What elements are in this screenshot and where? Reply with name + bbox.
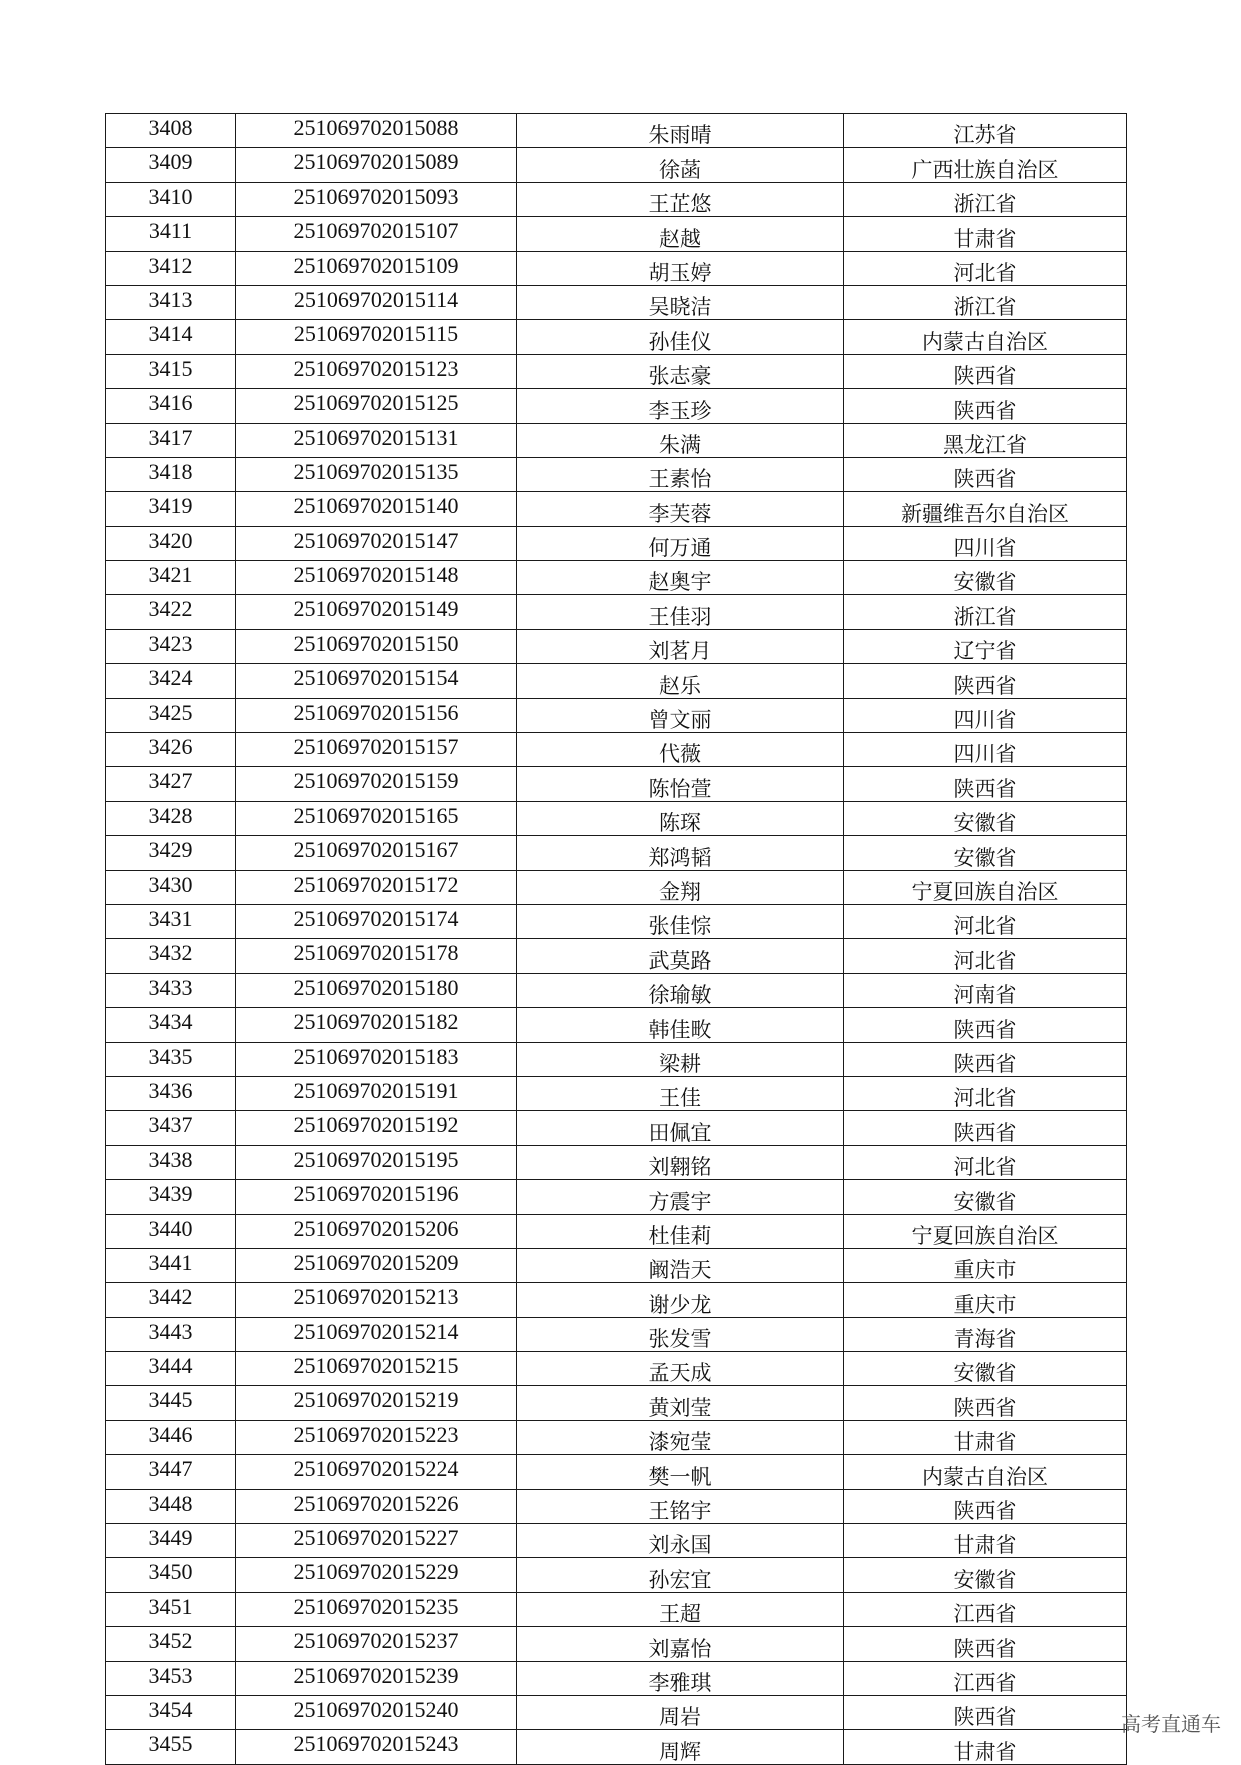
student-name-cell: 代薇 bbox=[517, 733, 844, 767]
province-cell: 江西省 bbox=[844, 1592, 1127, 1626]
province-cell: 青海省 bbox=[844, 1317, 1127, 1351]
table-row bbox=[106, 285, 1127, 319]
row-number-cell: 3449 bbox=[106, 1524, 236, 1558]
province-cell: 安徽省 bbox=[844, 801, 1127, 835]
row-number-cell: 3445 bbox=[106, 1386, 236, 1420]
candidate-id-cell: 251069702015140 bbox=[236, 492, 517, 526]
student-name-cell: 吴晓洁 bbox=[517, 285, 844, 319]
student-name-cell: 赵奥宇 bbox=[517, 561, 844, 595]
table-row bbox=[106, 561, 1127, 595]
candidate-id-cell: 251069702015093 bbox=[236, 182, 517, 216]
row-number-cell: 3423 bbox=[106, 629, 236, 663]
student-name-cell: 李玉珍 bbox=[517, 389, 844, 423]
row-number-cell: 3413 bbox=[106, 285, 236, 319]
table-row bbox=[106, 1420, 1127, 1454]
row-number-cell: 3442 bbox=[106, 1283, 236, 1317]
table-row bbox=[106, 182, 1127, 216]
candidate-id-cell: 251069702015206 bbox=[236, 1214, 517, 1248]
student-name-cell: 张发雪 bbox=[517, 1317, 844, 1351]
candidate-id-cell: 251069702015125 bbox=[236, 389, 517, 423]
row-number-cell: 3420 bbox=[106, 526, 236, 560]
row-number-cell: 3417 bbox=[106, 423, 236, 457]
row-number-cell: 3446 bbox=[106, 1420, 236, 1454]
province-cell: 辽宁省 bbox=[844, 629, 1127, 663]
province-cell: 江西省 bbox=[844, 1661, 1127, 1695]
row-number-cell: 3414 bbox=[106, 320, 236, 354]
candidate-id-cell: 251069702015114 bbox=[236, 285, 517, 319]
province-cell: 河北省 bbox=[844, 251, 1127, 285]
row-number-cell: 3411 bbox=[106, 217, 236, 251]
province-cell: 宁夏回族自治区 bbox=[844, 1214, 1127, 1248]
candidate-id-cell: 251069702015165 bbox=[236, 801, 517, 835]
student-name-cell: 徐菡 bbox=[517, 148, 844, 182]
student-name-cell: 黄刘莹 bbox=[517, 1386, 844, 1420]
student-name-cell: 金翔 bbox=[517, 870, 844, 904]
table-row bbox=[106, 1076, 1127, 1110]
student-name-cell: 朱雨晴 bbox=[517, 114, 844, 148]
table-row bbox=[106, 320, 1127, 354]
student-name-cell: 孙佳仪 bbox=[517, 320, 844, 354]
table-row bbox=[106, 1524, 1127, 1558]
table-row bbox=[106, 904, 1127, 938]
row-number-cell: 3430 bbox=[106, 870, 236, 904]
table-row bbox=[106, 801, 1127, 835]
province-cell: 陕西省 bbox=[844, 1489, 1127, 1523]
province-cell: 陕西省 bbox=[844, 664, 1127, 698]
student-name-cell: 周岩 bbox=[517, 1695, 844, 1729]
student-name-cell: 李雅琪 bbox=[517, 1661, 844, 1695]
table-row bbox=[106, 1008, 1127, 1042]
table-row bbox=[106, 1558, 1127, 1592]
row-number-cell: 3422 bbox=[106, 595, 236, 629]
province-cell: 河北省 bbox=[844, 904, 1127, 938]
row-number-cell: 3454 bbox=[106, 1695, 236, 1729]
candidate-id-cell: 251069702015240 bbox=[236, 1695, 517, 1729]
province-cell: 陕西省 bbox=[844, 1695, 1127, 1729]
row-number-cell: 3409 bbox=[106, 148, 236, 182]
province-cell: 浙江省 bbox=[844, 285, 1127, 319]
table-row bbox=[106, 1283, 1127, 1317]
table-row bbox=[106, 836, 1127, 870]
table-row bbox=[106, 1317, 1127, 1351]
table-row bbox=[106, 733, 1127, 767]
candidate-id-cell: 251069702015135 bbox=[236, 457, 517, 491]
row-number-cell: 3444 bbox=[106, 1352, 236, 1386]
student-name-cell: 武莫路 bbox=[517, 939, 844, 973]
candidate-id-cell: 251069702015156 bbox=[236, 698, 517, 732]
row-number-cell: 3415 bbox=[106, 354, 236, 388]
row-number-cell: 3427 bbox=[106, 767, 236, 801]
province-cell: 内蒙古自治区 bbox=[844, 1455, 1127, 1489]
student-name-cell: 方震宇 bbox=[517, 1180, 844, 1214]
candidate-id-cell: 251069702015183 bbox=[236, 1042, 517, 1076]
table-row bbox=[106, 389, 1127, 423]
table-row bbox=[106, 354, 1127, 388]
candidate-id-cell: 251069702015191 bbox=[236, 1076, 517, 1110]
province-cell: 陕西省 bbox=[844, 354, 1127, 388]
student-name-cell: 徐瑜敏 bbox=[517, 973, 844, 1007]
province-cell: 宁夏回族自治区 bbox=[844, 870, 1127, 904]
table-row bbox=[106, 1214, 1127, 1248]
province-cell: 浙江省 bbox=[844, 595, 1127, 629]
candidate-id-cell: 251069702015229 bbox=[236, 1558, 517, 1592]
candidate-id-cell: 251069702015131 bbox=[236, 423, 517, 457]
province-cell: 陕西省 bbox=[844, 389, 1127, 423]
student-name-cell: 阚浩天 bbox=[517, 1248, 844, 1282]
student-name-cell: 朱满 bbox=[517, 423, 844, 457]
candidate-id-cell: 251069702015109 bbox=[236, 251, 517, 285]
student-name-cell: 陈怡萱 bbox=[517, 767, 844, 801]
candidate-id-cell: 251069702015172 bbox=[236, 870, 517, 904]
table-row bbox=[106, 1111, 1127, 1145]
province-cell: 浙江省 bbox=[844, 182, 1127, 216]
table-row bbox=[106, 217, 1127, 251]
province-cell: 四川省 bbox=[844, 526, 1127, 560]
province-cell: 陕西省 bbox=[844, 1008, 1127, 1042]
student-name-cell: 梁耕 bbox=[517, 1042, 844, 1076]
candidate-id-cell: 251069702015147 bbox=[236, 526, 517, 560]
row-number-cell: 3425 bbox=[106, 698, 236, 732]
row-number-cell: 3419 bbox=[106, 492, 236, 526]
table-row bbox=[106, 526, 1127, 560]
province-cell: 河南省 bbox=[844, 973, 1127, 1007]
row-number-cell: 3436 bbox=[106, 1076, 236, 1110]
province-cell: 安徽省 bbox=[844, 836, 1127, 870]
candidate-id-cell: 251069702015182 bbox=[236, 1008, 517, 1042]
student-name-cell: 王芷悠 bbox=[517, 182, 844, 216]
table-row bbox=[106, 1352, 1127, 1386]
table-row bbox=[106, 1180, 1127, 1214]
row-number-cell: 3450 bbox=[106, 1558, 236, 1592]
row-number-cell: 3443 bbox=[106, 1317, 236, 1351]
student-name-cell: 陈琛 bbox=[517, 801, 844, 835]
row-number-cell: 3435 bbox=[106, 1042, 236, 1076]
row-number-cell: 3434 bbox=[106, 1008, 236, 1042]
province-cell: 甘肃省 bbox=[844, 1730, 1127, 1764]
province-cell: 陕西省 bbox=[844, 1042, 1127, 1076]
student-name-cell: 郑鸿韬 bbox=[517, 836, 844, 870]
student-name-cell: 刘嘉怡 bbox=[517, 1627, 844, 1661]
candidate-id-cell: 251069702015192 bbox=[236, 1111, 517, 1145]
province-cell: 河北省 bbox=[844, 939, 1127, 973]
student-name-cell: 王素怡 bbox=[517, 457, 844, 491]
province-cell: 陕西省 bbox=[844, 457, 1127, 491]
province-cell: 安徽省 bbox=[844, 561, 1127, 595]
province-cell: 广西壮族自治区 bbox=[844, 148, 1127, 182]
row-number-cell: 3429 bbox=[106, 836, 236, 870]
row-number-cell: 3431 bbox=[106, 904, 236, 938]
province-cell: 四川省 bbox=[844, 698, 1127, 732]
student-name-cell: 王铭宇 bbox=[517, 1489, 844, 1523]
table-row bbox=[106, 1489, 1127, 1523]
province-cell: 甘肃省 bbox=[844, 1420, 1127, 1454]
watermark-text: 高考直通车 bbox=[1121, 1712, 1221, 1736]
row-number-cell: 3432 bbox=[106, 939, 236, 973]
student-name-cell: 谢少龙 bbox=[517, 1283, 844, 1317]
province-cell: 安徽省 bbox=[844, 1558, 1127, 1592]
province-cell: 内蒙古自治区 bbox=[844, 320, 1127, 354]
student-name-cell: 田佩宜 bbox=[517, 1111, 844, 1145]
table-row bbox=[106, 664, 1127, 698]
student-name-cell: 周辉 bbox=[517, 1730, 844, 1764]
row-number-cell: 3418 bbox=[106, 457, 236, 491]
candidate-id-cell: 251069702015195 bbox=[236, 1145, 517, 1179]
row-number-cell: 3453 bbox=[106, 1661, 236, 1695]
student-name-cell: 王佳羽 bbox=[517, 595, 844, 629]
province-cell: 陕西省 bbox=[844, 1627, 1127, 1661]
student-name-cell: 刘永国 bbox=[517, 1524, 844, 1558]
table-row bbox=[106, 423, 1127, 457]
candidate-id-cell: 251069702015227 bbox=[236, 1524, 517, 1558]
student-name-cell: 樊一帆 bbox=[517, 1455, 844, 1489]
table-row bbox=[106, 973, 1127, 1007]
student-name-cell: 张佳悰 bbox=[517, 904, 844, 938]
row-number-cell: 3428 bbox=[106, 801, 236, 835]
student-name-cell: 赵乐 bbox=[517, 664, 844, 698]
province-cell: 重庆市 bbox=[844, 1248, 1127, 1282]
candidate-id-cell: 251069702015149 bbox=[236, 595, 517, 629]
candidate-id-cell: 251069702015157 bbox=[236, 733, 517, 767]
table-row bbox=[106, 1455, 1127, 1489]
row-number-cell: 3440 bbox=[106, 1214, 236, 1248]
row-number-cell: 3439 bbox=[106, 1180, 236, 1214]
row-number-cell: 3441 bbox=[106, 1248, 236, 1282]
student-name-cell: 孟天成 bbox=[517, 1352, 844, 1386]
student-name-cell: 胡玉婷 bbox=[517, 251, 844, 285]
province-cell: 安徽省 bbox=[844, 1352, 1127, 1386]
province-cell: 甘肃省 bbox=[844, 217, 1127, 251]
candidate-id-cell: 251069702015196 bbox=[236, 1180, 517, 1214]
province-cell: 陕西省 bbox=[844, 1111, 1127, 1145]
candidate-id-cell: 251069702015089 bbox=[236, 148, 517, 182]
student-name-cell: 李芙蓉 bbox=[517, 492, 844, 526]
table-row bbox=[106, 1730, 1127, 1764]
row-number-cell: 3421 bbox=[106, 561, 236, 595]
candidate-id-cell: 251069702015219 bbox=[236, 1386, 517, 1420]
candidate-id-cell: 251069702015223 bbox=[236, 1420, 517, 1454]
student-name-cell: 赵越 bbox=[517, 217, 844, 251]
table-row bbox=[106, 1695, 1127, 1729]
table-row bbox=[106, 492, 1127, 526]
student-name-cell: 杜佳莉 bbox=[517, 1214, 844, 1248]
province-cell: 重庆市 bbox=[844, 1283, 1127, 1317]
row-number-cell: 3447 bbox=[106, 1455, 236, 1489]
table-row bbox=[106, 870, 1127, 904]
table-row bbox=[106, 1248, 1127, 1282]
table-row bbox=[106, 1592, 1127, 1626]
row-number-cell: 3426 bbox=[106, 733, 236, 767]
row-number-cell: 3408 bbox=[106, 114, 236, 148]
candidate-id-cell: 251069702015123 bbox=[236, 354, 517, 388]
student-name-cell: 王佳 bbox=[517, 1076, 844, 1110]
candidate-id-cell: 251069702015107 bbox=[236, 217, 517, 251]
table-row bbox=[106, 1627, 1127, 1661]
student-name-cell: 曾文丽 bbox=[517, 698, 844, 732]
candidate-id-cell: 251069702015237 bbox=[236, 1627, 517, 1661]
candidate-id-cell: 251069702015226 bbox=[236, 1489, 517, 1523]
province-cell: 陕西省 bbox=[844, 1386, 1127, 1420]
table-row bbox=[106, 457, 1127, 491]
table-row bbox=[106, 251, 1127, 285]
candidate-id-cell: 251069702015115 bbox=[236, 320, 517, 354]
province-cell: 河北省 bbox=[844, 1076, 1127, 1110]
table-row bbox=[106, 595, 1127, 629]
province-cell: 黑龙江省 bbox=[844, 423, 1127, 457]
province-cell: 陕西省 bbox=[844, 767, 1127, 801]
table-row bbox=[106, 939, 1127, 973]
table-row bbox=[106, 767, 1127, 801]
student-name-cell: 刘翱铭 bbox=[517, 1145, 844, 1179]
province-cell: 甘肃省 bbox=[844, 1524, 1127, 1558]
roster-table-body bbox=[106, 114, 1127, 1765]
candidate-id-cell: 251069702015178 bbox=[236, 939, 517, 973]
candidate-id-cell: 251069702015209 bbox=[236, 1248, 517, 1282]
row-number-cell: 3416 bbox=[106, 389, 236, 423]
table-row bbox=[106, 629, 1127, 663]
candidate-id-cell: 251069702015224 bbox=[236, 1455, 517, 1489]
candidate-id-cell: 251069702015239 bbox=[236, 1661, 517, 1695]
candidate-id-cell: 251069702015213 bbox=[236, 1283, 517, 1317]
row-number-cell: 3433 bbox=[106, 973, 236, 1007]
province-cell: 河北省 bbox=[844, 1145, 1127, 1179]
candidate-id-cell: 251069702015235 bbox=[236, 1592, 517, 1626]
student-name-cell: 刘茗月 bbox=[517, 629, 844, 663]
province-cell: 新疆维吾尔自治区 bbox=[844, 492, 1127, 526]
table-row bbox=[106, 1145, 1127, 1179]
table-row bbox=[106, 1386, 1127, 1420]
student-name-cell: 王超 bbox=[517, 1592, 844, 1626]
student-name-cell: 孙宏宜 bbox=[517, 1558, 844, 1592]
row-number-cell: 3438 bbox=[106, 1145, 236, 1179]
row-number-cell: 3412 bbox=[106, 251, 236, 285]
candidate-id-cell: 251069702015154 bbox=[236, 664, 517, 698]
candidate-id-cell: 251069702015150 bbox=[236, 629, 517, 663]
student-name-cell: 韩佳畋 bbox=[517, 1008, 844, 1042]
candidate-id-cell: 251069702015215 bbox=[236, 1352, 517, 1386]
row-number-cell: 3424 bbox=[106, 664, 236, 698]
table-row bbox=[106, 1042, 1127, 1076]
candidate-id-cell: 251069702015088 bbox=[236, 114, 517, 148]
row-number-cell: 3448 bbox=[106, 1489, 236, 1523]
roster-table bbox=[105, 113, 1127, 1765]
candidate-id-cell: 251069702015148 bbox=[236, 561, 517, 595]
province-cell: 江苏省 bbox=[844, 114, 1127, 148]
table-row bbox=[106, 1661, 1127, 1695]
candidate-id-cell: 251069702015159 bbox=[236, 767, 517, 801]
candidate-id-cell: 251069702015214 bbox=[236, 1317, 517, 1351]
student-name-cell: 漆宛莹 bbox=[517, 1420, 844, 1454]
candidate-id-cell: 251069702015174 bbox=[236, 904, 517, 938]
candidate-id-cell: 251069702015180 bbox=[236, 973, 517, 1007]
candidate-id-cell: 251069702015243 bbox=[236, 1730, 517, 1764]
row-number-cell: 3452 bbox=[106, 1627, 236, 1661]
table-row bbox=[106, 114, 1127, 148]
table-row bbox=[106, 148, 1127, 182]
table-row bbox=[106, 698, 1127, 732]
province-cell: 安徽省 bbox=[844, 1180, 1127, 1214]
row-number-cell: 3410 bbox=[106, 182, 236, 216]
student-name-cell: 张志豪 bbox=[517, 354, 844, 388]
row-number-cell: 3455 bbox=[106, 1730, 236, 1764]
row-number-cell: 3437 bbox=[106, 1111, 236, 1145]
student-name-cell: 何万通 bbox=[517, 526, 844, 560]
row-number-cell: 3451 bbox=[106, 1592, 236, 1626]
candidate-id-cell: 251069702015167 bbox=[236, 836, 517, 870]
province-cell: 四川省 bbox=[844, 733, 1127, 767]
